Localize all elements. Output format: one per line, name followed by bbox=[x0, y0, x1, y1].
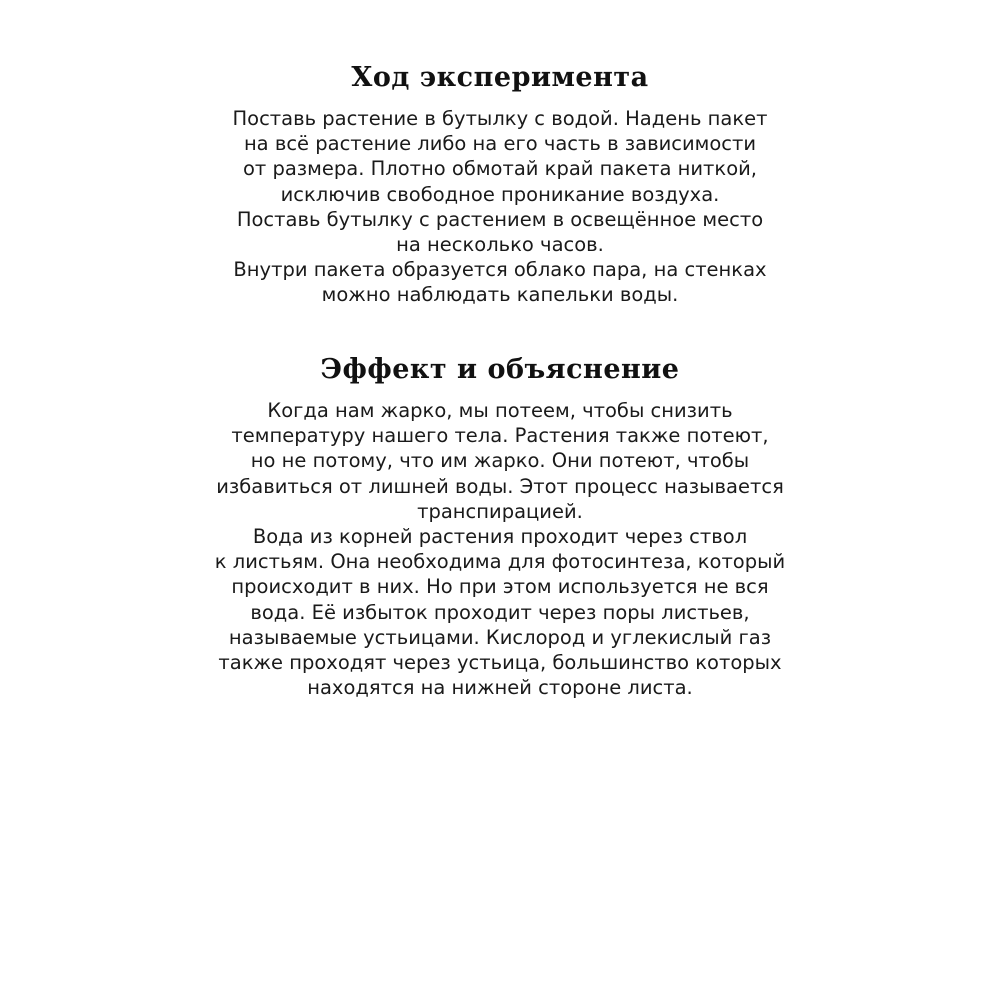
experiment-heading: Ход эксперимента bbox=[351, 62, 649, 93]
effect-line: Вода из корней растения проходит через ствол bbox=[252, 525, 748, 549]
experiment-section bbox=[0, 58, 1000, 308]
effect-heading: Эффект и объяснение bbox=[320, 354, 680, 385]
experiment-line: Поставь бутылку с растением в освещённое место bbox=[236, 207, 764, 231]
effect-line: Когда нам жарко, мы потеем, чтобы снизить bbox=[267, 399, 733, 422]
effect-line: называемые устьицами. Кислород и углекислый газ bbox=[228, 625, 772, 649]
effect-line: транспирацией. bbox=[417, 499, 583, 523]
effect-section bbox=[0, 350, 1000, 700]
effect-line: избавиться от лишней воды. Этот процесс называется bbox=[216, 474, 784, 498]
experiment-line: Поставь растение в бутылку с водой. Надень пакет bbox=[232, 107, 768, 130]
experiment-line: Внутри пакета образуется облако пара, на стенках bbox=[233, 258, 767, 282]
experiment-line: исключив свободное проникание воздуха. bbox=[280, 182, 720, 206]
experiment-text bbox=[0, 106, 1000, 308]
experiment-line: от размера. Плотно обмотай край пакета ниткой, bbox=[242, 157, 757, 181]
effect-text bbox=[0, 398, 1000, 700]
experiment-line: можно наблюдать капельки воды. bbox=[321, 283, 679, 307]
effect-line: также проходят через устьица, большинство которых bbox=[218, 651, 782, 675]
effect-line: вода. Её избыток проходит через поры листьев, bbox=[250, 600, 750, 624]
effect-line: температуру нашего тела. Растения также потеют, bbox=[231, 424, 769, 448]
experiment-line: на несколько часов. bbox=[396, 233, 604, 257]
effect-line: но не потому, что им жарко. Они потеют, чтобы bbox=[250, 449, 750, 473]
effect-line: находятся на нижней стороне листа. bbox=[307, 676, 693, 700]
effect-line: к листьям. Она необходима для фотосинтеза, который bbox=[214, 550, 786, 574]
effect-line: происходит в них. Но при этом используется не вся bbox=[231, 575, 769, 599]
experiment-line: на всё растение либо на его часть в зависимости bbox=[243, 132, 757, 156]
